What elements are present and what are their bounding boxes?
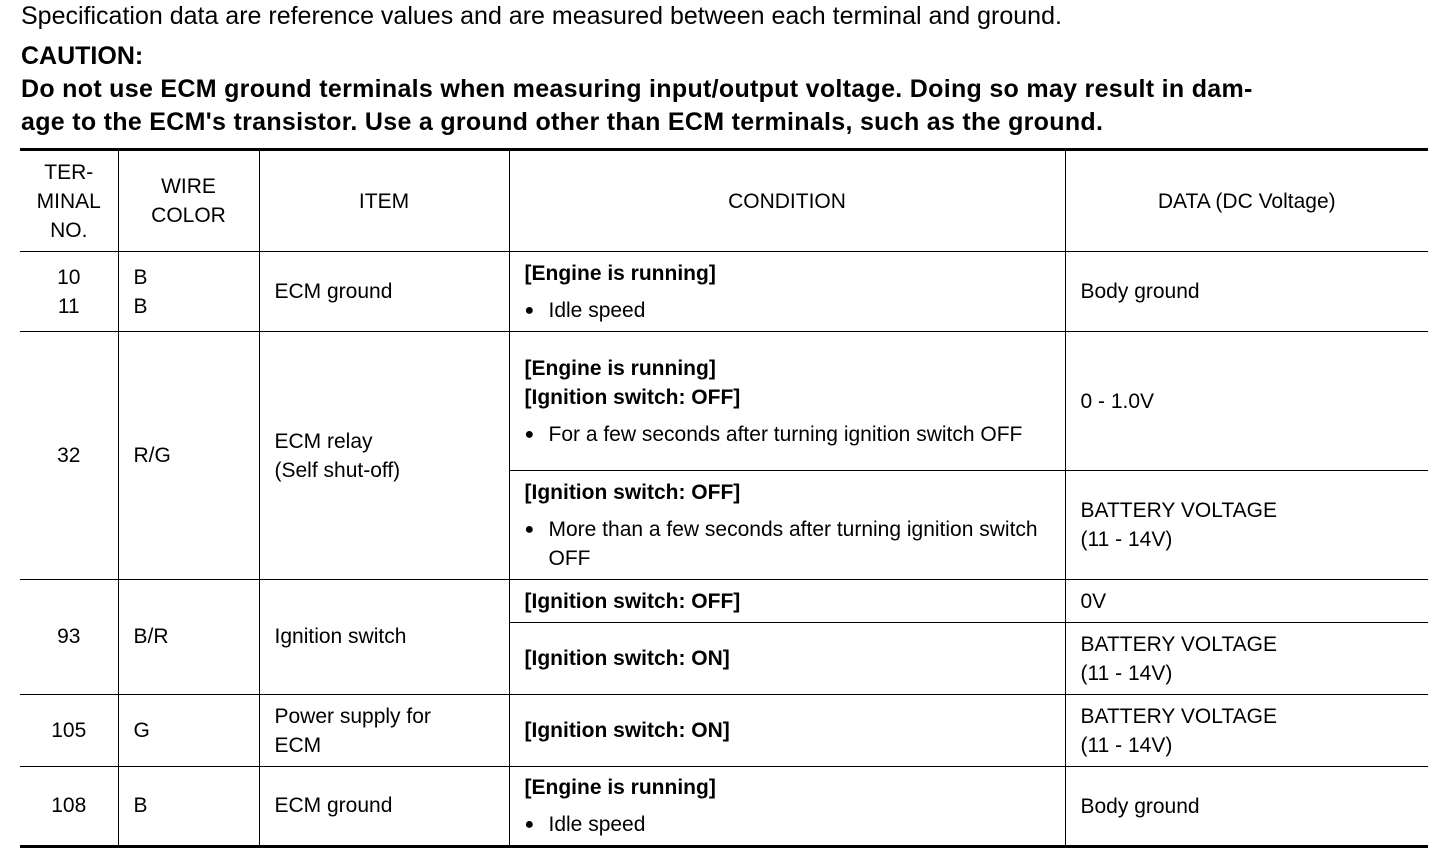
condition-header: [Engine is running]	[524, 356, 716, 380]
condition-bullet-item	[525, 515, 1055, 573]
table-row	[20, 695, 1428, 767]
wire-color: B	[133, 265, 148, 289]
caution-line: Do not use ECM ground terminals when measuring input/output voltage. Doing so may result in dam-	[21, 75, 1253, 103]
wire-color-cell: R/G	[118, 332, 259, 580]
condition-bullet-text: More than a few seconds after turning ignition switch OFF	[548, 517, 1038, 570]
header-line: NO.	[50, 218, 88, 242]
wire-color: B	[133, 294, 148, 318]
data-cell: Body ground	[1065, 252, 1428, 332]
table-header-row	[20, 150, 1428, 252]
terminal-no-cell: 93	[20, 580, 118, 695]
condition-bullet-text: Idle speed	[548, 298, 646, 322]
condition-bullet-item	[525, 420, 1055, 449]
condition-cell	[509, 332, 1065, 471]
condition-cell	[509, 471, 1065, 580]
header-line: MINAL	[36, 189, 101, 213]
table-row	[20, 332, 1428, 471]
data-cell	[1065, 695, 1428, 767]
terminal-no-cell: 32	[20, 332, 118, 580]
intro-text: Specification data are reference values and are measured between each terminal and ground.	[21, 2, 1062, 30]
condition-header: [Ignition switch: OFF]	[524, 480, 741, 504]
terminal-spec-table	[20, 148, 1428, 848]
bullet-icon: ●	[524, 520, 535, 538]
condition-bullet-item	[525, 296, 1055, 325]
data-cell: 0 - 1.0V	[1065, 332, 1428, 471]
condition-header: [Ignition switch: ON]	[524, 647, 730, 670]
data-line: BATTERY VOLTAGE	[1080, 499, 1277, 522]
condition-cell	[509, 623, 1065, 695]
table-row	[20, 767, 1428, 847]
item-line: Power supply for	[274, 704, 431, 728]
wire-color-cell: B/R	[118, 580, 259, 695]
data-line: BATTERY VOLTAGE	[1080, 704, 1277, 728]
wire-color-cell: G	[118, 695, 259, 767]
data-line: (11 - 14V)	[1080, 661, 1173, 685]
caution-title: CAUTION:	[21, 42, 144, 70]
condition-header: [Ignition switch: OFF]	[524, 589, 741, 613]
condition-header: [Engine is running]	[524, 261, 716, 285]
item-cell: Ignition switch	[259, 580, 509, 695]
terminal-no: 11	[57, 294, 80, 318]
table-row	[20, 580, 1428, 623]
data-cell	[1065, 623, 1428, 695]
header-data: DATA (DC Voltage)	[1065, 150, 1428, 252]
wire-color-cell: B	[118, 767, 259, 847]
item-line: ECM relay	[274, 429, 373, 453]
caution-body	[21, 73, 1431, 139]
header-condition: CONDITION	[509, 150, 1065, 252]
data-cell	[1065, 471, 1428, 580]
terminal-no-cell: 108	[20, 767, 118, 847]
item-line: ECM	[274, 733, 322, 757]
condition-bullet-text: Idle speed	[548, 813, 646, 836]
condition-header: [Ignition switch: OFF]	[524, 385, 741, 409]
condition-cell	[509, 580, 1065, 623]
data-line: BATTERY VOLTAGE	[1080, 632, 1277, 656]
terminal-no-cell	[20, 252, 118, 332]
condition-header: [Engine is running]	[524, 776, 716, 799]
item-cell: ECM ground	[259, 767, 509, 847]
terminal-no-cell: 105	[20, 695, 118, 767]
header-terminal-no	[20, 150, 118, 252]
data-cell: 0V	[1065, 580, 1428, 623]
condition-header: [Ignition switch: ON]	[524, 719, 730, 742]
terminal-no: 10	[57, 265, 81, 289]
condition-cell	[509, 767, 1065, 847]
table-row	[20, 252, 1428, 332]
bullet-icon: ●	[524, 301, 535, 319]
data-line: (11 - 14V)	[1080, 733, 1173, 757]
caution-line: age to the ECM's transistor. Use a ground other than ECM terminals, such as the ground.	[21, 108, 1104, 136]
item-cell: ECM ground	[259, 252, 509, 332]
condition-cell	[509, 252, 1065, 332]
header-line: COLOR	[151, 204, 226, 227]
header-wire-color	[118, 150, 259, 252]
data-cell: Body ground	[1065, 767, 1428, 847]
header-item: ITEM	[259, 150, 509, 252]
condition-bullet-item	[525, 810, 1055, 839]
condition-bullet-text: For a few seconds after turning ignition switch OFF	[548, 422, 1023, 446]
condition-cell	[509, 695, 1065, 767]
item-cell	[259, 332, 509, 580]
bullet-icon: ●	[524, 816, 535, 833]
data-line: (11 - 14V)	[1080, 528, 1173, 551]
bullet-icon: ●	[524, 425, 535, 443]
header-line: WIRE	[161, 175, 216, 198]
header-line: TER-	[44, 160, 94, 184]
item-cell	[259, 695, 509, 767]
item-line: (Self shut-off)	[274, 458, 401, 482]
wire-color-cell	[118, 252, 259, 332]
